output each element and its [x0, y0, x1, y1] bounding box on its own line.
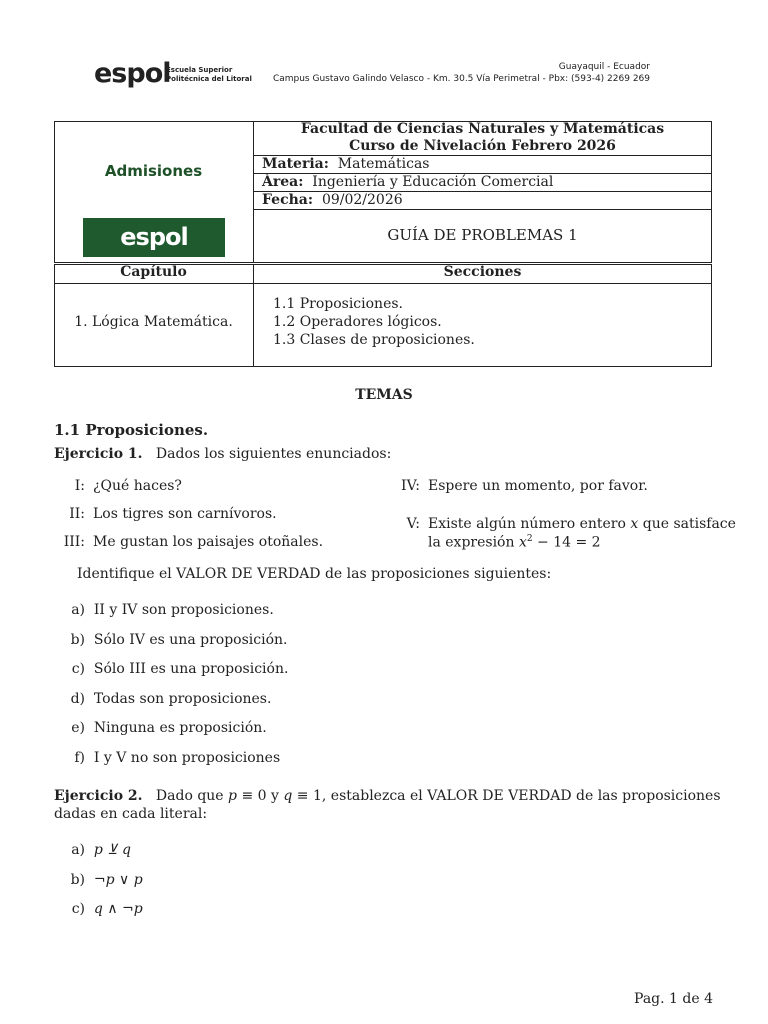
statement-v-line-1 — [428, 516, 736, 532]
statement-v-line-2 — [428, 534, 601, 551]
fecha-label: Fecha: — [262, 192, 314, 208]
chapter-name: 1. Lógica Matemática. — [74, 314, 233, 330]
option-item — [54, 836, 143, 866]
statement-number: IV: — [401, 478, 420, 494]
exercise-2-label: Ejercicio 2. — [54, 788, 143, 804]
statement-v-text: la expresión — [428, 534, 515, 551]
faculty-name: Facultad de Ciencias Naturales y Matemáticas — [300, 121, 665, 137]
exercise-2-intro — [54, 788, 721, 804]
option-letter: a) — [71, 602, 85, 618]
statement-text: Me gustan los paisajes otoñales. — [93, 534, 324, 550]
option-letter: c) — [71, 901, 85, 917]
option-item — [54, 714, 288, 744]
exponent: 2 — [526, 534, 533, 544]
fecha-row — [262, 192, 403, 208]
option-formula: p ⊻ q — [93, 842, 131, 858]
chapter-col-header: Capítulo — [120, 264, 187, 280]
variable-x: x — [518, 534, 527, 551]
logo-sub-line-2: Politécnica del Litoral — [166, 75, 252, 83]
page-number: Pag. 1 de 4 — [634, 991, 713, 1007]
option-text: I y V no son proposiciones — [93, 749, 281, 766]
fecha-value: 09/02/2026 — [321, 192, 403, 208]
statement-v-text: Existe algún número entero — [428, 516, 626, 532]
header-city: Guayaquil - Ecuador — [558, 62, 650, 72]
materia-value: Matemáticas — [337, 156, 430, 172]
exercise-2-options — [54, 836, 143, 925]
exercise-1-options — [54, 596, 288, 773]
section-item: 1.3 Clases de proposiciones. — [273, 332, 475, 348]
exercise-2-line-2: dadas en cada literal: — [54, 806, 208, 822]
statement-v-text: que satisface — [642, 516, 736, 532]
materia-label: Materia: — [262, 156, 329, 172]
option-item — [54, 596, 288, 626]
logo-sub-line-1: Escuela Superior — [166, 66, 233, 74]
guide-title: GUÍA DE PROBLEMAS 1 — [387, 226, 578, 244]
variable-q: q — [283, 788, 293, 804]
exercise-1-text: Dados los siguientes enunciados: — [155, 446, 392, 462]
exercise-1-label: Ejercicio 1. — [54, 446, 143, 462]
materia-row — [262, 156, 430, 172]
statement-number: V: — [406, 516, 420, 532]
option-formula: q ∧ ¬p — [93, 901, 143, 917]
exercise-2-text: ≡ 1, establezca el VALOR DE VERDAD de las proposiciones — [296, 788, 721, 804]
section-item: 1.2 Operadores lógicos. — [273, 314, 442, 330]
espol-logo: espol — [94, 58, 171, 89]
option-text: Ninguna es proposición. — [93, 720, 267, 736]
statement-text: Espere un momento, por favor. — [428, 478, 648, 494]
statement-text: ¿Qué haces? — [93, 478, 182, 494]
statement-number: III: — [63, 534, 85, 550]
option-text: Todas son proposiciones. — [93, 690, 272, 707]
statement-number: II: — [69, 506, 85, 522]
area-value: Ingeniería y Educación Comercial — [312, 174, 554, 190]
admisiones-label: Admisiones — [104, 162, 203, 180]
section-heading: 1.1 Proposiciones. — [54, 421, 209, 439]
option-item — [54, 655, 288, 685]
option-letter: f) — [74, 749, 85, 766]
exercise-2-text: Dado que — [155, 788, 224, 804]
area-label: Área: — [262, 174, 304, 190]
exercise-1-question: Identifique el VALOR DE VERDAD de las proposiciones siguientes: — [77, 566, 552, 582]
exercise-2-text: ≡ 0 y — [241, 788, 279, 804]
temas-heading: TEMAS — [355, 387, 413, 403]
option-text: II y IV son proposiciones. — [93, 602, 274, 618]
info-table-rule-4 — [253, 209, 712, 210]
espol-badge: espol — [83, 218, 225, 257]
logo-subtitle — [166, 66, 252, 84]
option-item — [54, 744, 288, 774]
option-text: Sólo IV es una proposición. — [93, 631, 288, 648]
course-name: Curso de Nivelación Febrero 2026 — [349, 138, 616, 154]
exercise-1-intro — [54, 446, 391, 462]
option-letter: b) — [70, 871, 85, 888]
option-letter: b) — [70, 631, 85, 648]
option-item — [54, 895, 143, 925]
chapter-table-header-rule — [54, 283, 712, 284]
option-letter: d) — [70, 690, 85, 707]
sections-list — [273, 295, 475, 349]
variable-p: p — [228, 788, 238, 804]
sections-col-header: Secciones — [443, 264, 522, 280]
statement-text: Los tigres son carnívoros. — [93, 506, 277, 522]
option-text: Sólo III es una proposición. — [93, 661, 289, 677]
statement-number: I: — [74, 478, 85, 494]
option-item — [54, 626, 288, 656]
option-letter: a) — [71, 842, 85, 858]
variable-x: x — [630, 516, 639, 532]
option-letter: c) — [71, 661, 85, 677]
option-formula: ¬p ∨ p — [93, 871, 143, 888]
section-item: 1.1 Proposiciones. — [273, 296, 403, 312]
option-item — [54, 866, 143, 896]
header-address: Campus Gustavo Galindo Velasco - Km. 30.5 Vía Perimetral - Pbx: (593-4) 2269 269 — [272, 74, 650, 84]
area-row — [262, 174, 553, 190]
option-letter: e) — [71, 720, 85, 736]
equation-rest: − 14 = 2 — [532, 534, 601, 551]
option-item — [54, 685, 288, 715]
